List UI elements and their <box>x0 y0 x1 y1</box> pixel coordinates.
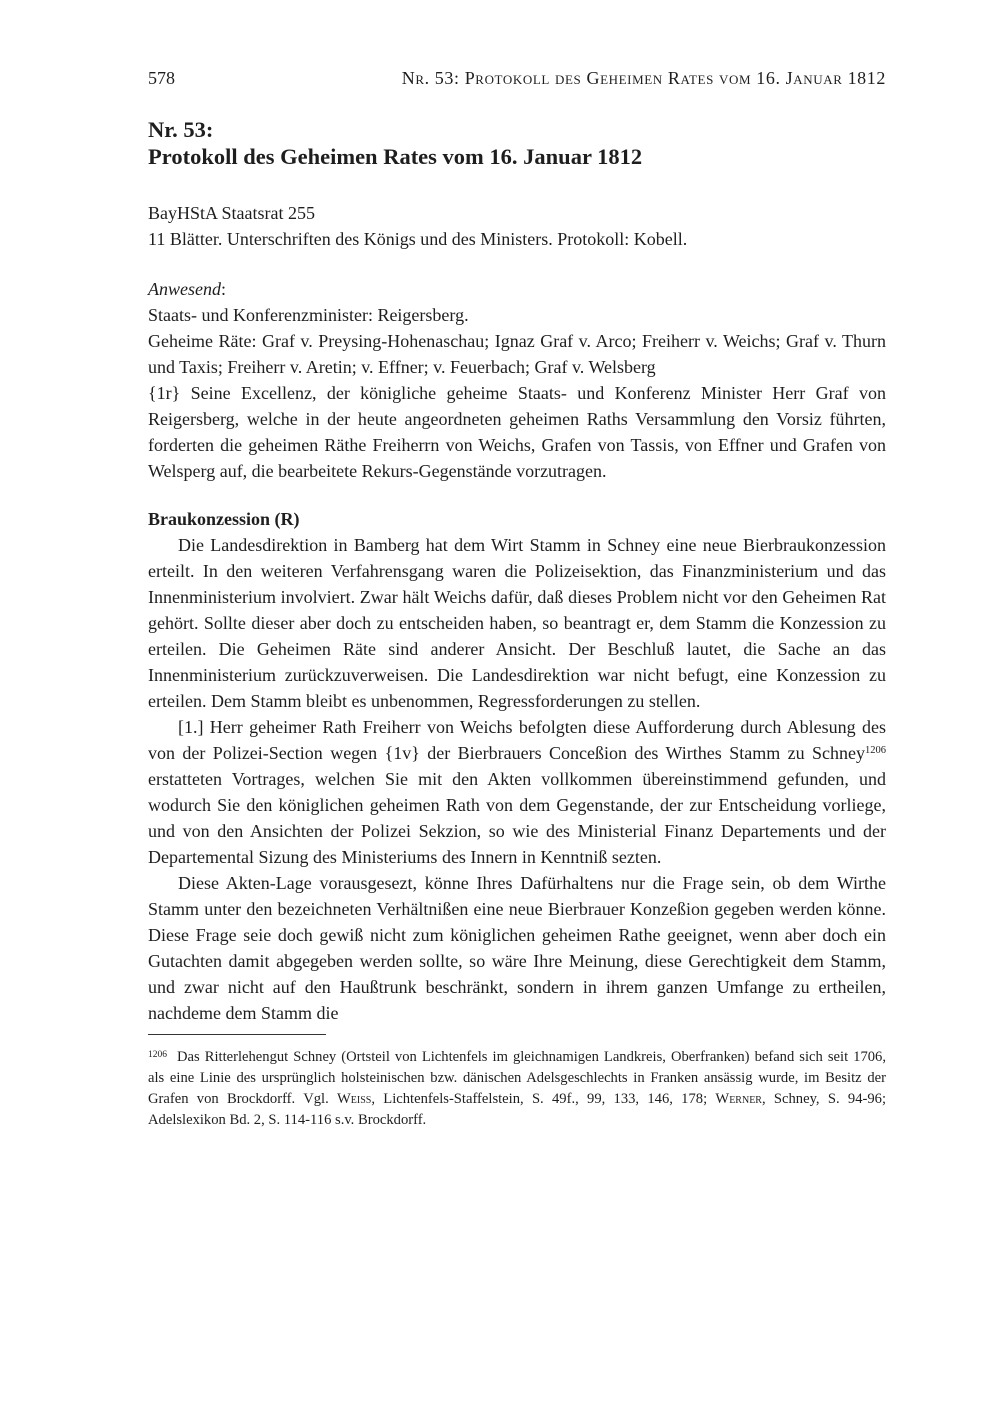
attendance-label-line <box>148 276 886 302</box>
footnote-author-weiss: Weiss <box>337 1091 372 1107</box>
paragraph-2: Diese Akten-Lage vorausgesezt, könne Ihres Dafürhaltens nur die Frage sein, ob dem Wirthe Stamm unter den bezeichneten Verhältnißen eine neue Bierbrauer Konzeßion gegeben werden könne. Diese Frage seie doch gewiß nicht zum königlichen geheimen Rathe geeignet, wenn aber doch ein Gutachten damit abgegeben werden sollte, so wäre Ihre Meinung, diese Gerechtigkeit dem Stamm, und zwar nicht auf den Haußtrunk beschränkt, sondern in ihrem ganzen Umfange zu ertheilen, nachdeme dem Stamm die <box>148 873 886 1023</box>
section-heading: Braukonzession (R) <box>148 509 300 529</box>
paragraph-1-text-a: [1.] Herr geheimer Rath Freiherr von Weichs befolgten diese Aufforderung durch Ablesung des von der Polizei-Section wegen {1v} der Bierbrauers Conceßion des Wirthes Stamm zu Schney <box>148 717 886 763</box>
footnote <box>148 1047 886 1131</box>
running-title: Nr. 53: Protokoll des Geheimen Rates vom 16. Januar 1812 <box>401 68 886 88</box>
source-block <box>148 200 886 252</box>
attendance-minister: Staats- und Konferenzminister: Reigersberg. <box>148 305 469 325</box>
attendance-block <box>148 276 886 380</box>
page-number: 578 <box>148 68 175 88</box>
footnote-author-werner: Werner <box>715 1091 762 1107</box>
footnote-text-c: , Schney, S. 94-96; Adelslexikon Bd. 2, S. 114-116 s.v. Brockdorff. <box>148 1091 887 1128</box>
page <box>148 66 886 1131</box>
footnote-text-b: , Lichtenfels-Staffelstein, S. 49f., 99, 133, 146, 178; <box>371 1091 716 1107</box>
source-description: 11 Blätter. Unterschriften des Königs und des Ministers. Protokoll: Kobell. <box>148 229 688 249</box>
archive-reference: BayHStA Staatsrat 255 <box>148 203 315 223</box>
document-title <box>148 116 886 170</box>
footnote-reference: 1206 <box>865 745 886 757</box>
document-number: Nr. 53: <box>148 117 214 142</box>
attendance-label-colon: : <box>220 279 226 299</box>
running-header <box>148 66 886 90</box>
document-heading: Protokoll des Geheimen Rates vom 16. Januar 1812 <box>148 144 643 169</box>
footnote-text-a: Das Ritterlehengut Schney (Ortsteil von Lichtenfels im gleichnamigen Landkreis, Oberfranken) befand sich seit 1706, als eine Linie des ursprünglich holsteinischen bzw. dänischen Adelsgeschlechts in Franken ansässig wurde, im Besitz der Grafen von Brockdorff. Vgl. <box>148 1049 886 1107</box>
paragraph-1 <box>148 714 886 870</box>
section-summary: Die Landesdirektion in Bamberg hat dem Wirt Stamm in Schney eine neue Bierbraukonzession erteilt. In den weiteren Verfahrensgang waren die Polizeisektion, das Finanzministerium und das Innenministerium involviert. Zwar hält Weichs dafür, daß dieses Problem nicht vor den Geheimen Rat gehört. Sollte dieser aber doch zu entscheiden haben, so beantragt er, dem Stamm die Konzession zu erteilen. Die Geheimen Räte sind anderer Ansicht. Der Beschluß lautet, die Sache an das Innenministerium zurückzuverweisen. Die Landesdirektion war nicht befugt, eine Konzession zu erteilen. Dem Stamm bleibt es unbenommen, Regressforderungen zu stellen. <box>148 535 886 711</box>
footnote-divider <box>148 1034 326 1035</box>
paragraph-1-text-b: erstatteten Vortrages, welchen Sie mit den Akten vollkommen übereinstimmend gefunden, und wodurch Sie den königlichen geheimen Rath von dem Gegenstande, der zur Entscheidung vorliege, und von den Ansichten der Polizei Sekzion, so wie des Ministerial Finanz Departements und der Departemental Sizung des Ministeriums des Innern in Kenntniß sezten. <box>148 769 886 867</box>
attendance-councillors: Geheime Räte: Graf v. Preysing-Hohenaschau; Ignaz Graf v. Arco; Freiherr v. Weichs; Graf v. Thurn und Taxis; Freiherr v. Aretin; v. Effner; v. Feuerbach; Graf v. Welsberg <box>148 331 886 377</box>
footnote-number: 1206 <box>148 1049 167 1060</box>
intro-paragraph: {1r} Seine Excellenz, der königliche geheime Staats- und Konferenz Minister Herr Graf von Reigersberg, welche in der heute angeordneten geheimen Raths Versammlung den Vorsiz führten, forderten die geheimen Räthe Freiherrn von Weichs, Grafen von Tassis, von Effner und Grafen von Welsperg auf, die bearbeitete Rekurs-Gegenstände vorzutragen. <box>148 383 886 481</box>
attendance-label: Anwesend <box>148 279 221 299</box>
